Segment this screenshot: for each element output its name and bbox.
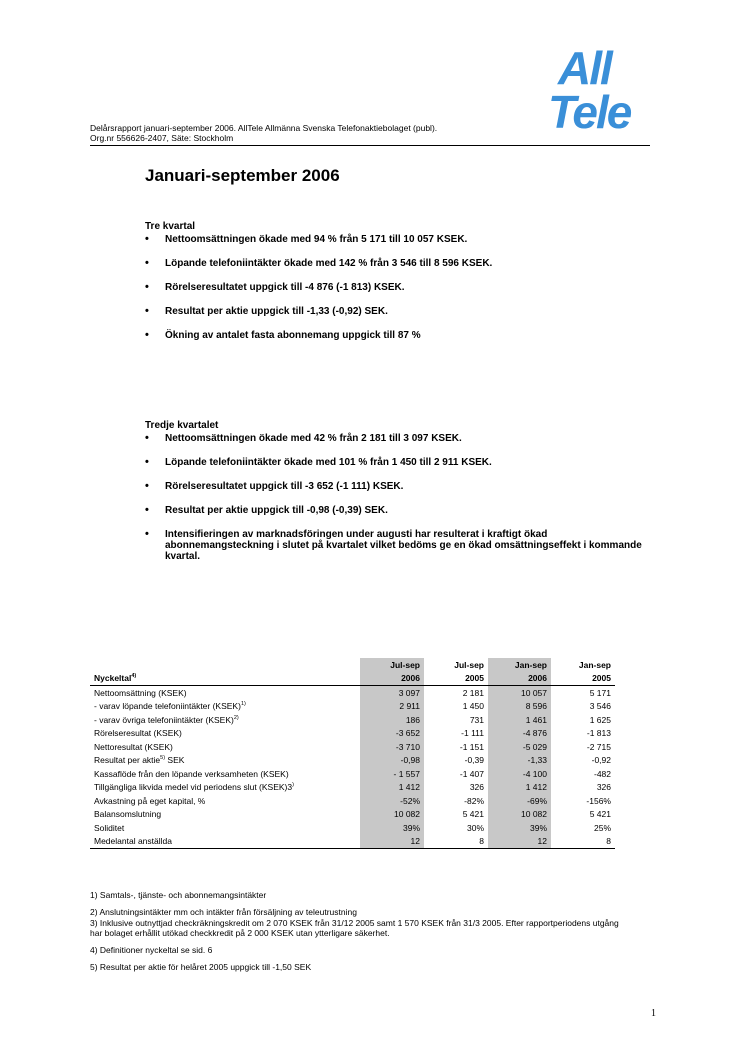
table-body [90, 686, 615, 849]
col-header-period: Jul-sep [360, 658, 424, 672]
bullet-item: • Löpande telefoniintäkter ökade med 101 % från 1 450 till 2 911 KSEK. [145, 457, 655, 468]
table-cell: 731 [469, 714, 484, 725]
table-cell: 3 097 [360, 686, 424, 700]
table-cell: 326 [469, 782, 484, 793]
table-row [90, 835, 615, 849]
row-label: Kassaflöde från den löpande verksamheten (KSEK) [94, 768, 289, 779]
footnote: 4) Definitioner nyckeltal se sid. 6 [90, 945, 213, 955]
table-cell: 5 421 [589, 809, 611, 820]
section2-heading: Tredje kvartalet [145, 420, 219, 431]
table-cell: 1 412 [488, 781, 551, 795]
col-header-year: 2005 [551, 672, 615, 686]
table-cell: 2 911 [360, 700, 424, 714]
bullet-item: • Ökning av antalet fasta abonnemang uppgick till 87 % [145, 330, 655, 341]
table-header-row [90, 672, 615, 686]
footnote: 1) Samtals-, tjänste- och abonnemangsintäkter [90, 890, 267, 900]
table-row [90, 767, 615, 781]
table-cell: -69% [488, 794, 551, 808]
table-cell: 1 625 [589, 714, 611, 725]
table-cell: -156% [586, 795, 611, 806]
table-cell: 10 082 [360, 808, 424, 822]
logo-line2: Tele [548, 86, 631, 138]
table-cell: -4 876 [488, 727, 551, 741]
footnote: 2) Anslutningsintäkter mm och intäkter från försäljning av teleutrustning [90, 907, 357, 917]
table-cell: 3 546 [589, 701, 611, 712]
table-row [90, 700, 615, 714]
table-label-header: Nyckeltal$^{4)}$ [90, 672, 360, 686]
table-cell: 1 450 [462, 701, 484, 712]
table-cell: -82% [464, 795, 484, 806]
footnote: 5) Resultat per aktie för helåret 2005 uppgick till -1,50 SEK [90, 962, 312, 972]
table-cell: 39% [360, 821, 424, 835]
table-row [90, 781, 615, 795]
logo-line1: All [558, 42, 611, 94]
table-cell: 25% [593, 822, 611, 833]
row-label: Soliditet [94, 822, 125, 833]
col-header-year: 2006 [488, 672, 551, 686]
table-cell: 10 082 [488, 808, 551, 822]
table-cell: -3 652 [360, 727, 424, 741]
table-row [90, 821, 615, 835]
row-label: Rörelseresultat (KSEK) [94, 728, 182, 739]
table-cell: -2 715 [586, 741, 611, 752]
table-cell: - 1 557 [360, 767, 424, 781]
table-row [90, 794, 615, 808]
table-cell: -5 029 [488, 740, 551, 754]
bullet-item: • Resultat per aktie uppgick till -0,98 (-0,39) SEK. [145, 505, 655, 516]
bullet-item: • Rörelseresultatet uppgick till -3 652 (-1 111) KSEK. [145, 481, 655, 492]
header-divider [90, 145, 650, 146]
table-cell: -0,39 [464, 755, 484, 766]
alltele-logo [548, 42, 640, 142]
table-cell: -1 111 [461, 728, 484, 739]
col-header-year: 2005 [424, 672, 488, 686]
table-cell: -1 813 [586, 728, 611, 739]
table-cell: -0,98 [360, 754, 424, 768]
bullet-item: • Intensifieringen av marknadsföringen under augusti har resulterat i kraftigt ökad abonnemangsteckning i slutet på kvartalet vilket bedöms ge en ökad omsättningseffekt i kommande kvartal. [145, 529, 655, 562]
row-label: Tillgängliga likvida medel vid periodens slut (KSEK)3) [94, 782, 294, 793]
table-cell: 8 [424, 835, 488, 849]
row-label: Avkastning på eget kapital, % [94, 795, 206, 806]
table-cell: 1 461 [488, 713, 551, 727]
table-cell: -482 [593, 768, 611, 779]
table-cell: -3 710 [360, 740, 424, 754]
key-figures-table [90, 658, 615, 849]
col-header-period: Jul-sep [454, 659, 484, 670]
table-cell: 2 181 [462, 687, 484, 698]
bullet-item: • Löpande telefoniintäkter ökade med 142 % från 3 546 till 8 596 KSEK. [145, 258, 655, 269]
table-row [90, 686, 615, 700]
section2-bullets [145, 433, 655, 575]
table-cell: 39% [488, 821, 551, 835]
table-cell: 1 412 [360, 781, 424, 795]
table-cell: 12 [360, 835, 424, 849]
table-cell: -1 151 [459, 741, 484, 752]
table-row [90, 713, 615, 727]
row-label: - varav löpande telefoniintäkter (KSEK)$^{1)}$ [94, 701, 246, 712]
table-cell: 5 421 [462, 809, 484, 820]
table-cell: 10 057 [488, 686, 551, 700]
row-label: Nettoresultat (KSEK) [94, 741, 173, 752]
page-number: 1 [651, 1008, 656, 1019]
table-row [90, 727, 615, 741]
bullet-item: • Resultat per aktie uppgick till -1,33 (-0,92) SEK. [145, 306, 655, 317]
table-cell: -52% [360, 794, 424, 808]
table-cell: 8 596 [488, 700, 551, 714]
page-title: Januari-september 2006 [145, 166, 340, 185]
bullet-item: • Rörelseresultatet uppgick till -4 876 (-1 813) KSEK. [145, 282, 655, 293]
row-label: - varav övriga telefoniintäkter (KSEK)$^{2)}$ [94, 714, 239, 725]
row-label: Nettoomsättning (KSEK) [94, 687, 187, 698]
header-line1: Delårsrapport januari-september 2006. AllTele Allmänna Svenska Telefonaktiebolaget (publ). [90, 123, 438, 133]
header-line2: Org.nr 556626-2407, Säte: Stockholm [90, 133, 234, 143]
col-header-period: Jan-sep [578, 659, 611, 670]
row-label: Balansomslutning [94, 809, 162, 820]
table-row [90, 754, 615, 768]
col-header-period: Jan-sep [488, 658, 551, 672]
table-cell: -0,92 [591, 755, 611, 766]
section1-bullets [145, 234, 655, 354]
section1-heading: Tre kvartal [145, 221, 196, 232]
table-cell: -1 407 [459, 768, 484, 779]
table-cell: 30% [466, 822, 484, 833]
table-cell: -4 100 [488, 767, 551, 781]
table-cell: 12 [488, 835, 551, 849]
table-cell: 5 171 [589, 687, 611, 698]
table-row [90, 740, 615, 754]
table-row [90, 808, 615, 822]
bullet-item: • Nettoomsättningen ökade med 94 % från 5 171 till 10 057 KSEK. [145, 234, 655, 245]
bullet-item: • Nettoomsättningen ökade med 42 % från 2 181 till 3 097 KSEK. [145, 433, 655, 444]
footnote: 3) Inklusive outnyttjad checkräkningskredit om 2 070 KSEK från 31/12 2005 samt 1 570 KSEK från 31/3 2005. Efter rapportperiodens utgång har bolaget erhållit utökad checkkredit på 2 000 KSEK utan ytterligare säkerhet. [90, 918, 619, 938]
row-label: Resultat per aktie$^{5)}$ SEK [94, 755, 185, 766]
table-cell: 8 [551, 835, 615, 849]
table-cell: 186 [360, 713, 424, 727]
table-cell: -1,33 [488, 754, 551, 768]
col-header-year: 2006 [360, 672, 424, 686]
row-label: Medelantal anställda [90, 835, 360, 849]
table-cell: 326 [596, 782, 611, 793]
document-header [90, 123, 437, 143]
table-header-row [90, 658, 615, 672]
